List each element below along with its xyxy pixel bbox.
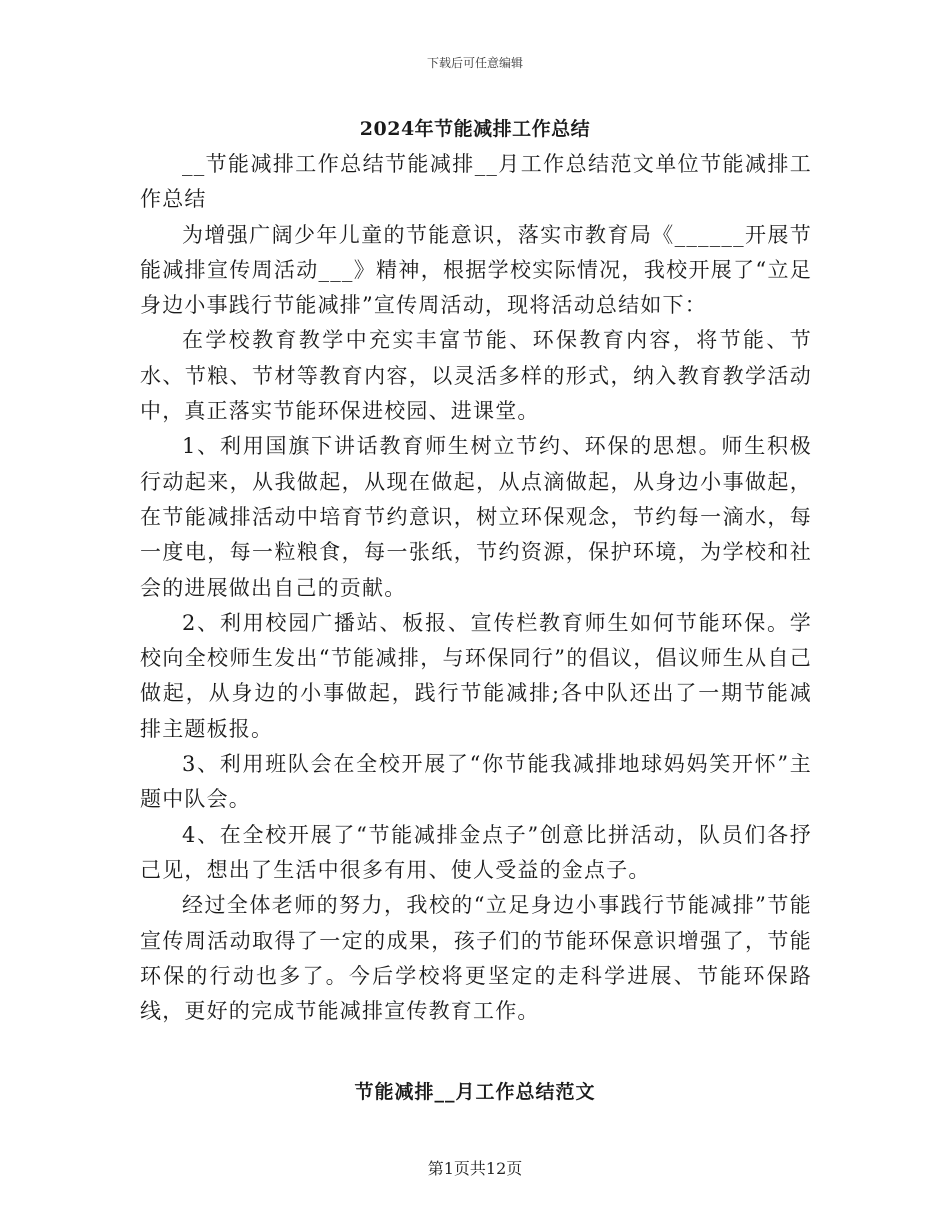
paragraph-curriculum: 在学校教育教学中充实丰富节能、环保教育内容，将节能、节水、节粮、节材等教育内容，以灵活多样的形式，纳入教育教学活动中，真正落实节能环保进校园、进课堂。 (140, 328, 812, 424)
paragraph-item-1: 1、利用国旗下讲话教育师生树立节约、环保的思想。师生积极行动起来，从我做起，从现在做起，从点滴做起，从身边小事做起，在节能减排活动中培育节约意识，树立环保观念，节约每一滴水，每一度电，每一粒粮食，每一张纸，节约资源，保护环境，为学校和社会的进展做出自己的贡献。 (140, 434, 812, 600)
paragraph-item-2: 2、利用校园广播站、板报、宣传栏教育师生如何节能环保。学校向全校师生发出“节能减排，与环保同行”的倡议，倡议师生从自己做起，从身边的小事做起，践行节能减排;各中队还出了一期节能减排主题板报。 (140, 610, 812, 741)
document-title: 2024年节能减排工作总结 (359, 118, 591, 140)
document-body (140, 147, 812, 1029)
page-footer: 第1页共12页 (427, 1159, 523, 1178)
paragraph-intro-keywords: __节能减排工作总结节能减排__月工作总结范文单位节能减排工作总结 (140, 152, 812, 212)
paragraph-purpose: 为增强广阔少年儿童的节能意识，落实市教育局《______开展节能减排宣传周活动___》精神，根据学校实际情况，我校开展了“立足身边小事践行节能减排”宣传周活动，现将活动总结如下： (140, 222, 812, 318)
paragraph-item-4: 4、在全校开展了“节能减排金点子”创意比拼活动，队员们各抒己见，想出了生活中很多有用、使人受益的金点子。 (140, 822, 812, 882)
paragraph-item-3: 3、利用班队会在全校开展了“你节能我减排地球妈妈笑开怀”主题中队会。 (140, 752, 812, 812)
paragraph-conclusion: 经过全体老师的努力，我校的“立足身边小事践行节能减排”节能宣传周活动取得了一定的成果，孩子们的节能环保意识增强了，节能环保的行动也多了。今后学校将更坚定的走科学进展、节能环保路线，更好的完成节能减排宣传教育工作。 (140, 893, 812, 1024)
header-note: 下载后可任意编辑 (426, 56, 523, 70)
section-subtitle: 节能减排__月工作总结范文 (354, 1081, 596, 1103)
